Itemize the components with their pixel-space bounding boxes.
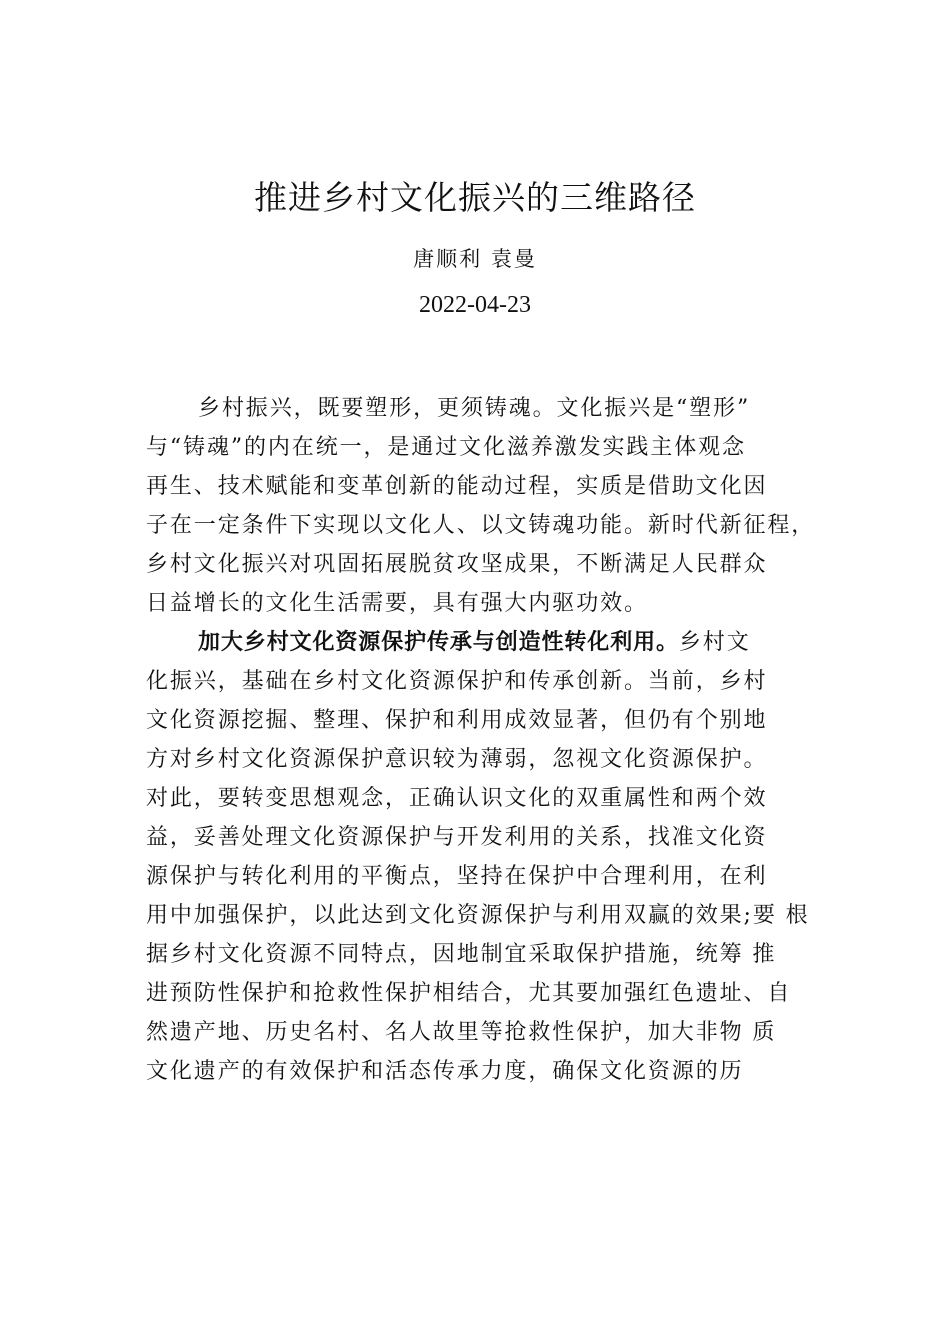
text-line — [146, 623, 846, 662]
text-line: 日益增长的文化生活需要，具有强大内驱功效。 — [146, 591, 648, 616]
text-line: 子在一定条件下实现以文化人、以文铸魂功能。新时代新征程， — [146, 513, 816, 538]
paragraph-resource-protection — [146, 623, 846, 1091]
text-line: 益，妥善处理文化资源保护与开发利用的关系，找准文化资 — [146, 825, 768, 850]
text-line: 再生、技术赋能和变革创新的能动过程，实质是借助文化因 — [146, 474, 768, 499]
text-line: 文化资源挖掘、整理、保护和利用成效显著，但仍有个别地 — [146, 708, 768, 733]
text-line: 文化遗产的有效保护和活态传承力度，确保文化资源的历 — [146, 1059, 744, 1084]
article-body — [146, 389, 846, 1091]
article-date: 2022-04-23 — [419, 292, 531, 318]
text-line: 化振兴，基础在乡村文化资源保护和传承创新。当前，乡村 — [146, 669, 768, 694]
section-heading: 加大乡村文化资源保护传承与创造性转化利用。 — [198, 630, 679, 655]
text-line: 然遗产地、历史名村、名人故里等抢救性保护，加大非物 质 — [146, 1020, 777, 1045]
text-line-rest: 乡村文 — [678, 630, 751, 655]
article-authors: 唐顺利 袁曼 — [413, 247, 537, 271]
paragraph-intro — [146, 389, 846, 623]
text-line: 与“铸魂”的内在统一，是通过文化滋养激发实践主体观念 — [146, 435, 746, 460]
text-line: 用中加强保护，以此达到文化资源保护与利用双赢的效果;要 根 — [146, 903, 810, 928]
text-line: 方对乡村文化资源保护意识较为薄弱，忽视文化资源保护。 — [146, 747, 768, 772]
text-line: 据乡村文化资源不同特点，因地制宜采取保护措施，统筹 推 — [146, 942, 777, 967]
text-line: 源保护与转化利用的平衡点，坚持在保护中合理利用，在利 — [146, 864, 768, 889]
text-line: 乡村振兴，既要塑形，更须铸魂。文化振兴是“塑形” — [198, 396, 751, 421]
text-line: 对此，要转变思想观念，正确认识文化的双重属性和两个效 — [146, 786, 768, 811]
text-line: 乡村文化振兴对巩固拓展脱贫攻坚成果，不断满足人民群众 — [146, 552, 768, 577]
article-title: 推进乡村文化振兴的三维路径 — [254, 178, 696, 217]
text-line: 进预防性保护和抢救性保护相结合，尤其要加强红色遗址、自 — [146, 981, 792, 1006]
